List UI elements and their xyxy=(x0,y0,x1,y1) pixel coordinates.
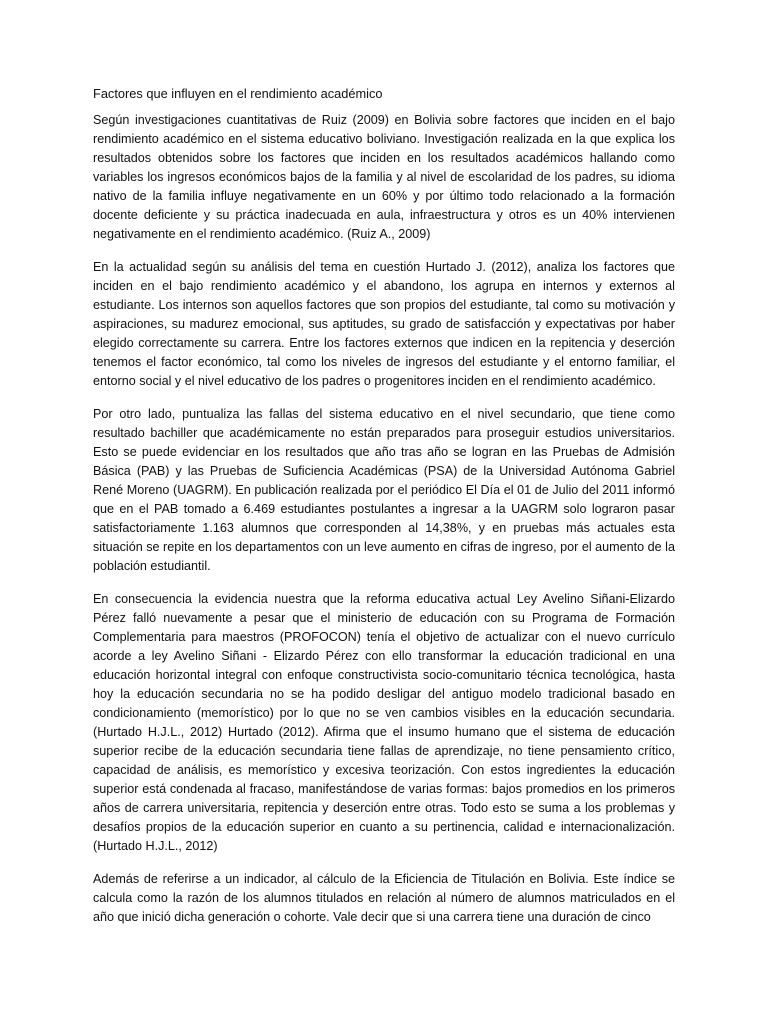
document-title: Factores que influyen en el rendimiento académico xyxy=(93,86,383,101)
paragraph-educational-reform: En consecuencia la evidencia nuestra que la reforma educativa actual Ley Avelino Siñani-Elizardo Pérez falló nuevamente a pesar que el ministerio de educación con su Programa de Formación Complementaria para maestros (PROFOCON) tenía el objetivo de actualizar con el nuevo currículo acorde a ley Avelino Siñani - Elizardo Pérez con ello transformar la educación tradicional en una educación horizontal integral con enfoque constructivista socio-comunitario técnica tecnológica, hasta hoy la educación secundaria no se ha podido desligar del antiguo modelo tradicional basado en condicionamiento (memorístico) por lo que no se ven cambios visibles en la educación secundaria. (Hurtado H.J.L., 2012) Hurtado (2012). Afirma que el insumo humano que el sistema de educación superior recibe de la educación secundaria tiene fallas de aprendizaje, no tiene pensamiento crítico, capacidad de análisis, es memorístico y excesiva teorización. Con estos ingredientes la educación superior está condenada al fracaso, manifestándose de varias formas: bajos promedios en los primeros años de carrera universitaria, repitencia y deserción entre otras. Todo esto se suma a los problemas y desafíos propios de la educación superior en cuanto a su pertinencia, calidad e internacionalización. (Hurtado H.J.L., 2012) xyxy=(93,592,675,853)
paragraph-hurtado-factors: En la actualidad según su análisis del tema en cuestión Hurtado J. (2012), analiza los factores que inciden en el bajo rendimiento académico y el abandono, los agrupa en internos y externos al estudiante. Los internos son aquellos factores que son propios del estudiante, tal como su motivación y aspiraciones, su madurez emocional, sus aptitudes, su grado de satisfacción y expectativas por haber elegido correctamente su carrera. Entre los factores externos que indicen en la repitencia y deserción tenemos el factor económico, tal como los niveles de ingresos del estudiante y el entorno familiar, el entorno social y el nivel educativo de los padres o progenitores inciden en el rendimiento académico. xyxy=(93,260,675,388)
document-page xyxy=(93,84,675,927)
paragraph-graduation-efficiency: Además de referirse a un indicador, al cálculo de la Eficiencia de Titulación en Bolivia. Este índice se calcula como la razón de los alumnos titulados en relación al número de alumnos matriculados en el año que inició dicha generación o cohorte. Vale decir que si una carrera tiene una duración de cinco xyxy=(93,872,675,924)
paragraph-ruiz-2009: Según investigaciones cuantitativas de Ruiz (2009) en Bolivia sobre factores que inciden en el bajo rendimiento académico en el sistema educativo boliviano. Investigación realizada en la que explica los resultados obtenidos sobre los factores que inciden en los resultados académicos hallando como variables los ingresos económicos bajos de la familia y al nivel de escolaridad de los padres, su idioma nativo de la familia influye negativamente en un 60% y por último todo relacionado a la formación docente deficiente y su práctica inadecuada en aula, infraestructura y otros es un 40% intervienen negativamente en el rendimiento académico. (Ruiz A., 2009) xyxy=(93,113,675,241)
paragraph-secondary-failures: Por otro lado, puntualiza las fallas del sistema educativo en el nivel secundario, que tiene como resultado bachiller que académicamente no están preparados para proseguir estudios universitarios. Esto se puede evidenciar en los resultados que año tras año se logran en las Pruebas de Admisión Básica (PAB) y las Pruebas de Suficiencia Académicas (PSA) de la Universidad Autónoma Gabriel René Moreno (UAGRM). En publicación realizada por el periódico El Día el 01 de Julio del 2011 informó que en el PAB tomado a 6.469 estudiantes postulantes a ingresar a la UAGRM solo lograron pasar satisfactoriamente 1.163 alumnos que corresponden al 14,38%, y en pruebas más actuales esta situación se repite en los departamentos con un leve aumento en cifras de ingreso, por el aumento de la población estudiantil. xyxy=(93,407,675,573)
